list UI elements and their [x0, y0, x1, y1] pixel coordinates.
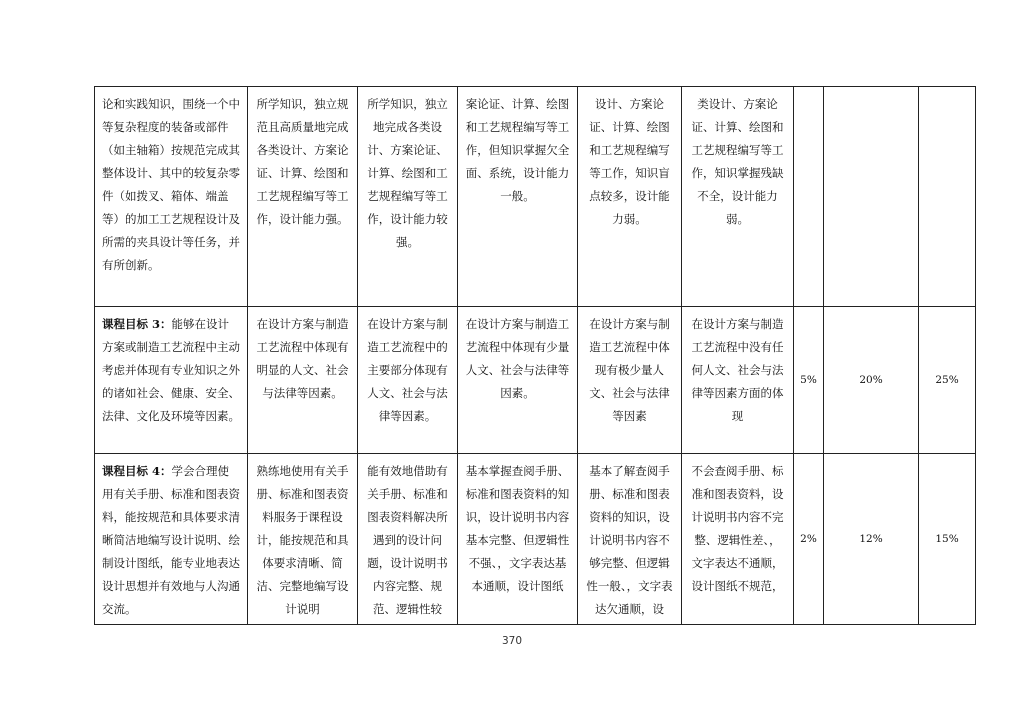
grade-fail-cell: 类设计、方案论证、计算、绘图和工艺规程编写等工作，知识掌握残缺不全，设计能力弱。: [682, 87, 794, 307]
grade-excellent-cell: 熟练地使用有关手册、标准和图表资料服务于课程设计，能按规范和具体要求清晰、简洁、完整地编写设计说明: [248, 454, 358, 625]
objective-cell: [95, 87, 248, 307]
weight-3-cell: [919, 87, 976, 307]
objective-label: 课程目标 3：: [102, 317, 172, 331]
table-row: [95, 307, 976, 454]
objective-label: 课程目标 4：: [102, 464, 172, 478]
weight-1-cell: [794, 87, 824, 307]
grade-pass-cell: 设计、方案论证、计算、绘图和工艺规程编写等工作，知识盲点较多，设计能力弱。: [578, 87, 682, 307]
page-number: 370: [501, 635, 523, 647]
assessment-table: [94, 86, 976, 625]
objective-text: 学会合理使用有关手册、标准和图表资料，能按规范和具体要求清晰简洁地编写设计说明、绘制设计图纸，能专业地表达设计思想并有效地与人沟通交流。: [102, 464, 240, 616]
grade-pass-cell: 基本了解查阅手册、标准和图表资料的知识，设计说明书内容不够完整、但逻辑性一般、，文字表达欠通顺，设: [578, 454, 682, 625]
grade-pass-cell: 在设计方案与制造工艺流程中体现有极少量人文、社会与法律等因素: [578, 307, 682, 454]
weight-1-cell: 2%: [794, 454, 824, 625]
grade-medium-cell: 在设计方案与制造工艺流程中体现有少量人文、社会与法律等因素。: [458, 307, 578, 454]
grade-good-cell: 所学知识，独立地完成各类设计、方案论证、计算、绘图和工艺规程编写等工作，设计能力较强。: [358, 87, 458, 307]
weight-3-cell: 25%: [919, 307, 976, 454]
objective-text: 能够在设计方案或制造工艺流程中主动考虑并体现有专业知识之外的诸如社会、健康、安全、法律、文化及环境等因素。: [102, 317, 240, 423]
weight-1-cell: 5%: [794, 307, 824, 454]
weight-2-cell: 12%: [824, 454, 919, 625]
grade-good-cell: 在设计方案与制造工艺流程中的主要部分体现有人文、社会与法律等因素。: [358, 307, 458, 454]
table-row: [95, 454, 976, 625]
grade-fail-cell: 不会查阅手册、标准和图表资料，设计说明书内容不完整、逻辑性差、，文字表达不通顺，设计图纸不规范，: [682, 454, 794, 625]
weight-2-cell: 20%: [824, 307, 919, 454]
weight-3-cell: 15%: [919, 454, 976, 625]
grade-fail-cell: 在设计方案与制造工艺流程中没有任何人文、社会与法律等因素方面的体现: [682, 307, 794, 454]
grade-medium-cell: 案论证、计算、绘图和工艺规程编写等工作，但知识掌握欠全面、系统，设计能力一般。: [458, 87, 578, 307]
objective-cell: [95, 307, 248, 454]
grade-good-cell: 能有效地借助有关手册、标准和图表资料解决所遇到的设计问题，设计说明书内容完整、规范、逻辑性较: [358, 454, 458, 625]
table-row: [95, 87, 976, 307]
objective-cell: [95, 454, 248, 625]
grade-excellent-cell: 所学知识，独立规范且高质量地完成各类设计、方案论证、计算、绘图和工艺规程编写等工作，设计能力强。: [248, 87, 358, 307]
objective-text: 论和实践知识，围绕一个中等复杂程度的装备或部件（如主轴箱）按规范完成其整体设计、其中的较复杂零件（如拨叉、箱体、端盖等）的加工工艺规程设计及所需的夹具设计等任务，并有所创新。: [102, 97, 240, 272]
grade-medium-cell: 基本掌握查阅手册、标准和图表资料的知识，设计说明书内容基本完整、但逻辑性不强、，文字表达基本通顺，设计图纸: [458, 454, 578, 625]
grade-excellent-cell: 在设计方案与制造工艺流程中体现有明显的人文、社会与法律等因素。: [248, 307, 358, 454]
weight-2-cell: [824, 87, 919, 307]
